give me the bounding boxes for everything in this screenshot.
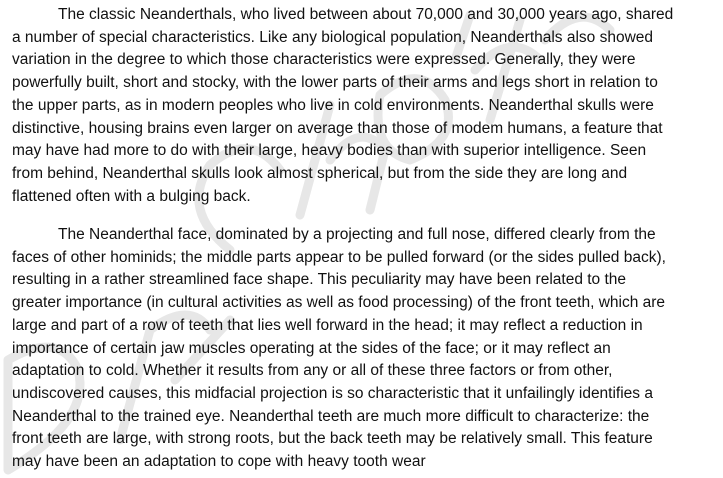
paragraph-line: The Neanderthal face, dominated by a projecting and full nose, differed clearly from the	[58, 226, 656, 243]
paragraph-line: a number of special characteristics. Like any biological population, Neanderthals also showed	[12, 28, 654, 46]
paragraph-line: variation in the degree to which those characteristics were expressed. Generally, they were	[12, 51, 636, 69]
paragraph-line: distinctive, housing brains even larger on average than those of modem humans, a feature that	[12, 119, 663, 137]
paragraph-line: front teeth are large, with strong roots, but the back teeth may be relatively small. This feature	[12, 430, 653, 448]
paragraph-line: may have had more to do with their large, heavy bodies than with superior intelligence. Seen	[12, 142, 647, 160]
paragraph-line: may have been an adaptation to cope with heavy tooth wear	[12, 453, 426, 471]
paragraph-line: flattened often with a bulging back.	[12, 187, 251, 205]
paragraph-line: faces of other hominids; the middle parts appear to be pulled forward (or the sides pulled back),	[12, 248, 666, 266]
paragraph-line: The classic Neanderthals, who lived between about 70,000 and 30,000 years ago, shared	[58, 6, 674, 23]
paragraph-line: the upper parts, as in modern peoples who live in cold environments. Neanderthal skulls were	[12, 96, 654, 114]
paragraph-line: Neanderthal to the trained eye. Neanderthal teeth are much more difficult to characterize: the	[12, 407, 650, 425]
paragraph-line: powerfully built, short and stocky, with the lower parts of their arms and legs short in relation to	[12, 74, 658, 92]
paragraph-line: adaptation to cold. Whether it results from any or all of these three factors or from other,	[12, 362, 613, 380]
paragraph-2	[12, 224, 723, 474]
paragraph-line: importance of certain jaw muscles operating at the sides of the face; or it may reflect an	[12, 339, 611, 357]
paragraph-line: greater importance (in cultural activities as well as food processing) of the front teeth, which are	[12, 294, 666, 312]
paragraph-1	[12, 4, 723, 208]
paragraph-line: resulting in a rather streamlined face shape. This peculiarity may have been related to the	[12, 271, 627, 289]
paragraph-line: undiscovered causes, this midfacial projection is so characteristic that it unfailingly identifies a	[12, 384, 653, 402]
paragraph-line: from behind, Neanderthal skulls look almost spherical, but from the side they are long and	[12, 164, 628, 182]
paragraph-line: large and part of a row of teeth that lies well forward in the head; it may reflect a reduction in	[12, 316, 643, 334]
